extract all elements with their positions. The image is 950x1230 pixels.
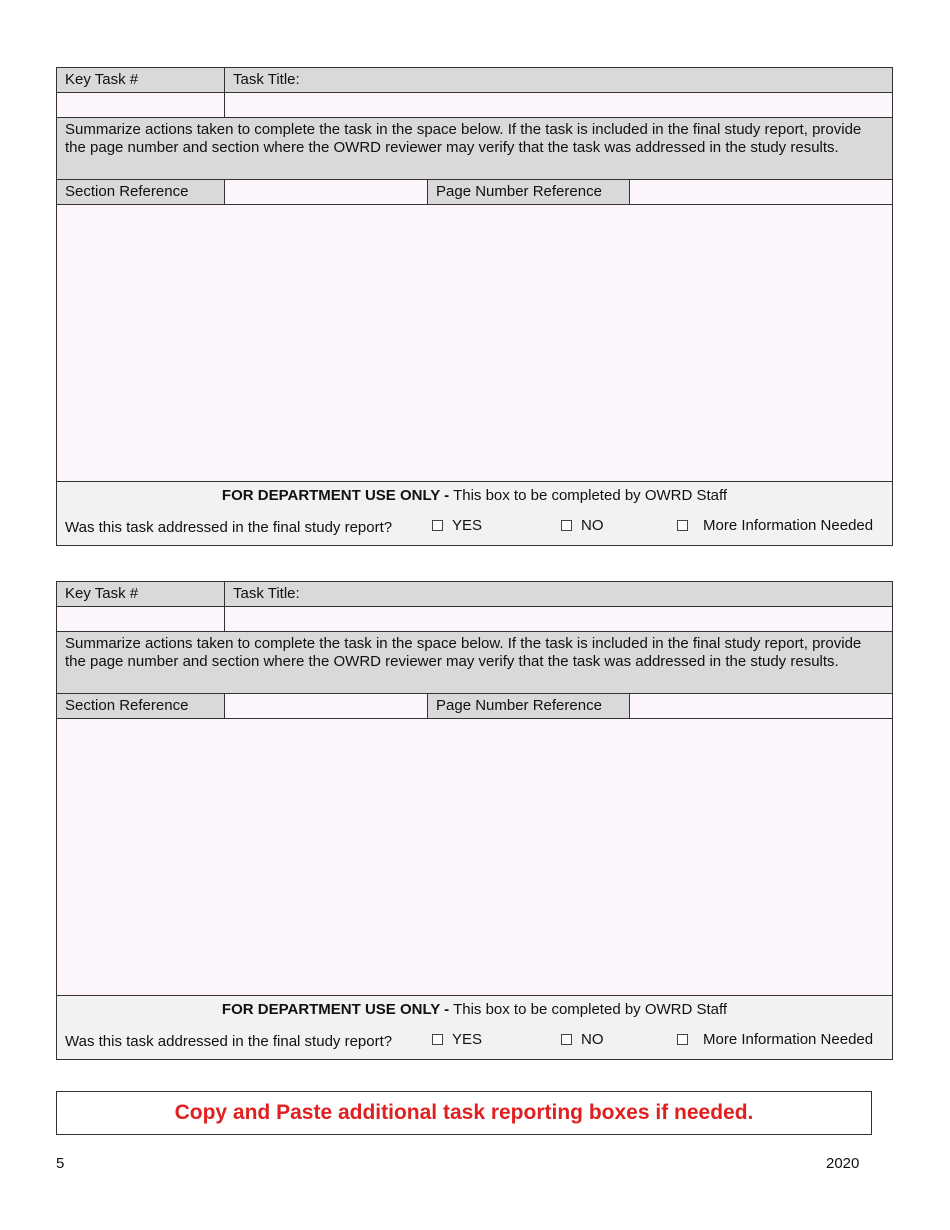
- header-row: [57, 68, 892, 93]
- copy-paste-notice: Copy and Paste additional task reporting boxes if needed.: [56, 1091, 872, 1135]
- no-checkbox[interactable]: [561, 520, 572, 531]
- task-title-label: Task Title:: [233, 585, 300, 602]
- key-task-label: Key Task #: [57, 68, 225, 92]
- page-number-reference-label: Page Number Reference: [428, 180, 630, 204]
- yes-checkbox[interactable]: [432, 520, 443, 531]
- page-number-reference-input[interactable]: [630, 180, 892, 204]
- instructions-row: [57, 118, 892, 180]
- instructions-row: [57, 632, 892, 694]
- task-title-label: Task Title:: [233, 71, 300, 88]
- page-number-reference-input[interactable]: [630, 694, 892, 718]
- key-task-input[interactable]: [57, 93, 225, 117]
- section-reference-label: Section Reference: [57, 180, 225, 204]
- section-reference-input[interactable]: [225, 694, 428, 718]
- section-reference-label: Section Reference: [57, 694, 225, 718]
- task-report-box-1: [56, 67, 893, 546]
- yes-checkbox[interactable]: [432, 1034, 443, 1045]
- task-title-input[interactable]: [225, 93, 892, 117]
- input-row: [57, 607, 892, 632]
- department-use-title: FOR DEPARTMENT USE ONLY - This box to be completed by OWRD Staff: [221, 487, 728, 504]
- page-number-reference-label: Page Number Reference: [428, 694, 630, 718]
- more-info-checkbox[interactable]: [677, 1034, 688, 1045]
- more-info-option[interactable]: More Information Needed: [677, 1031, 873, 1048]
- input-row: [57, 93, 892, 118]
- department-use-title: FOR DEPARTMENT USE ONLY - This box to be completed by OWRD Staff: [221, 1001, 728, 1018]
- reference-row: [57, 694, 892, 719]
- addressed-question: Was this task addressed in the final study report?: [65, 519, 393, 536]
- department-use-section: [57, 482, 892, 545]
- addressed-question: Was this task addressed in the final study report?: [65, 1033, 393, 1050]
- more-info-option[interactable]: More Information Needed: [677, 517, 873, 534]
- task-report-box-2: [56, 581, 893, 1060]
- key-task-label: Key Task #: [57, 582, 225, 606]
- no-option[interactable]: NO: [561, 1031, 604, 1048]
- no-option[interactable]: NO: [561, 517, 604, 534]
- more-info-checkbox[interactable]: [677, 520, 688, 531]
- section-reference-input[interactable]: [225, 180, 428, 204]
- header-row: [57, 582, 892, 607]
- footer-year: 2020: [826, 1155, 860, 1172]
- page-number: 5: [56, 1155, 65, 1172]
- no-checkbox[interactable]: [561, 1034, 572, 1045]
- summary-textarea[interactable]: [57, 719, 892, 996]
- department-use-section: [57, 996, 892, 1059]
- task-title-input[interactable]: [225, 607, 892, 631]
- reference-row: [57, 180, 892, 205]
- key-task-input[interactable]: [57, 607, 225, 631]
- yes-option[interactable]: YES: [432, 1031, 482, 1048]
- yes-option[interactable]: YES: [432, 517, 482, 534]
- instructions-text: Summarize actions taken to complete the task in the space below. If the task is included in the final study report, provide the page number and section where the OWRD reviewer may verify that the task was addressed in the study results.: [65, 121, 862, 156]
- instructions-text: Summarize actions taken to complete the task in the space below. If the task is included in the final study report, provide the page number and section where the OWRD reviewer may verify that the task was addressed in the study results.: [65, 635, 862, 670]
- summary-textarea[interactable]: [57, 205, 892, 482]
